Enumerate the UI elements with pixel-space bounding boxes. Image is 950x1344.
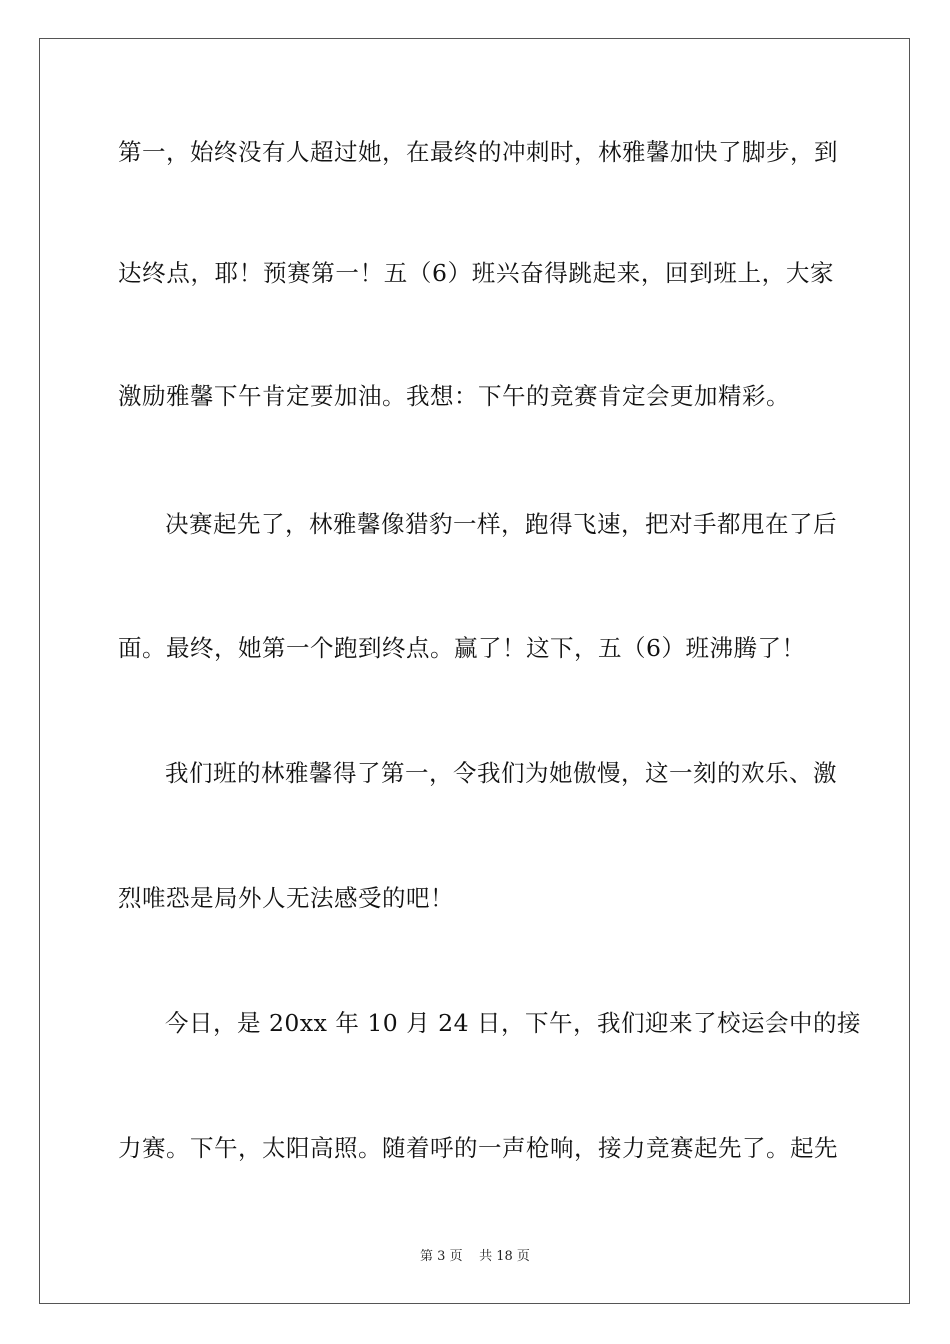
page-number: 第 3 页 [420,1249,463,1264]
page-border [39,38,910,1304]
text-line-6: 我们班的林雅馨得了第一，令我们为她傲慢，这一刻的欢乐、激 [165,759,837,787]
text-line-2: 达终点，耶！预赛第一！五（6）班兴奋得跳起来，回到班上，大家 [118,259,834,287]
text-line-3: 激励雅馨下午肯定要加油。我想：下午的竞赛肯定会更加精彩。 [118,382,790,410]
text-line-4: 决赛起先了，林雅馨像猎豹一样，跑得飞速，把对手都甩在了后 [165,510,837,538]
page-total: 共 18 页 [479,1249,530,1264]
text-line-7: 烈唯恐是局外人无法感受的吧！ [118,884,454,912]
page-footer [0,1248,950,1266]
text-line-1: 第一，始终没有人超过她，在最终的冲刺时，林雅馨加快了脚步，到 [118,138,838,166]
text-line-8: 今日，是 20xx 年 10 月 24 日，下午，我们迎来了校运会中的接 [165,1009,862,1037]
text-line-9: 力赛。下午，太阳高照。随着呼的一声枪响，接力竞赛起先了。起先 [118,1134,838,1162]
text-line-5: 面。最终，她第一个跑到终点。赢了！这下，五（6）班沸腾了！ [118,634,806,662]
